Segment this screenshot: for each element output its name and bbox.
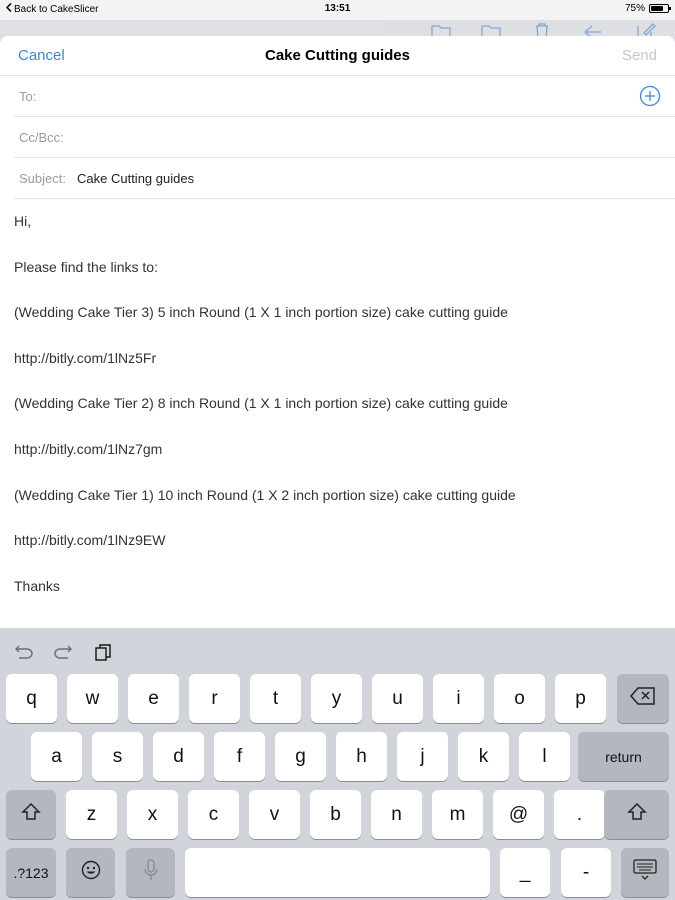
- battery-icon: [649, 4, 669, 13]
- key-r-label: r: [211, 687, 218, 709]
- key-y-label: y: [331, 687, 342, 709]
- add-contact-icon[interactable]: [639, 85, 661, 107]
- microphone-icon: [144, 859, 158, 887]
- key-s-label: s: [112, 745, 123, 767]
- compose-title: Cake Cutting guides: [264, 47, 410, 64]
- subject-label: Subject:: [19, 171, 66, 186]
- key-a[interactable]: [31, 732, 82, 781]
- key-b-label: b: [330, 803, 341, 825]
- key-a-label: a: [51, 745, 62, 767]
- subject-value[interactable]: Cake Cutting guides: [77, 171, 195, 186]
- shift-key-right[interactable]: [604, 790, 669, 839]
- key-d-label: d: [173, 745, 184, 767]
- message-body[interactable]: [0, 199, 675, 623]
- body-link[interactable]: http://bitly.com/1lNz7gm: [14, 440, 163, 457]
- return-key-label: return: [605, 748, 642, 765]
- body-line: (Wedding Cake Tier 3) 5 inch Round (1 X 1 inch portion size) cake cutting guide: [14, 304, 508, 321]
- key-e[interactable]: [128, 674, 179, 723]
- body-link[interactable]: http://bitly.com/1lNz9EW: [14, 532, 166, 549]
- redo-icon[interactable]: [53, 643, 73, 659]
- key-f[interactable]: [214, 732, 265, 781]
- key-k-label: k: [478, 745, 489, 767]
- cancel-button[interactable]: Cancel: [18, 47, 65, 64]
- back-label: Back to CakeSlicer: [14, 3, 99, 15]
- key-period[interactable]: [554, 790, 605, 839]
- key-underscore[interactable]: [500, 848, 550, 897]
- key-b[interactable]: [310, 790, 361, 839]
- key-j-label: j: [420, 745, 425, 767]
- to-field[interactable]: [14, 76, 675, 117]
- key-p-label: p: [575, 687, 586, 709]
- key-f-label: f: [236, 745, 243, 767]
- shift-icon: [627, 802, 647, 828]
- compose-nav-bar: [0, 36, 675, 76]
- cc-bcc-field[interactable]: [14, 117, 675, 158]
- key-dash-label: -: [582, 861, 590, 883]
- key-c[interactable]: [188, 790, 239, 839]
- key-l-label: l: [542, 745, 547, 767]
- keyboard: [0, 628, 675, 900]
- undo-icon[interactable]: [14, 643, 34, 659]
- key-w[interactable]: [67, 674, 118, 723]
- key-x-label: x: [147, 803, 158, 825]
- battery-percent: 75%: [624, 3, 645, 14]
- key-n[interactable]: [371, 790, 422, 839]
- numbers-key[interactable]: [6, 848, 56, 897]
- key-d[interactable]: [153, 732, 204, 781]
- shift-icon: [21, 802, 41, 828]
- body-line: Thanks: [14, 577, 60, 594]
- key-period-label: .: [576, 803, 583, 825]
- key-q-label: q: [26, 687, 37, 709]
- to-label: To:: [19, 89, 37, 104]
- key-t-label: t: [272, 687, 279, 709]
- send-button[interactable]: Send: [621, 47, 657, 64]
- key-z-label: z: [86, 803, 97, 825]
- body-link[interactable]: http://bitly.com/1lNz5Fr: [14, 349, 157, 366]
- key-o-label: o: [514, 687, 525, 709]
- hide-keyboard-key[interactable]: [621, 848, 669, 897]
- emoji-icon: [81, 860, 101, 886]
- key-p[interactable]: [555, 674, 606, 723]
- key-h[interactable]: [336, 732, 387, 781]
- key-n-label: n: [391, 803, 402, 825]
- key-h-label: h: [356, 745, 367, 767]
- key-y[interactable]: [311, 674, 362, 723]
- status-bar: [0, 0, 675, 20]
- key-dash[interactable]: [561, 848, 611, 897]
- key-i-label: i: [456, 687, 461, 709]
- key-r[interactable]: [189, 674, 240, 723]
- delete-key[interactable]: [617, 674, 669, 723]
- key-c-label: c: [208, 803, 219, 825]
- key-underscore-label: _: [519, 861, 531, 883]
- compose-sheet: [0, 36, 675, 628]
- key-z[interactable]: [66, 790, 117, 839]
- body-line: Hi,: [14, 213, 32, 229]
- key-at[interactable]: [493, 790, 544, 839]
- key-t[interactable]: [250, 674, 301, 723]
- shift-key-left[interactable]: [6, 790, 56, 839]
- status-time: 13:51: [324, 3, 351, 14]
- key-u-label: u: [392, 687, 403, 709]
- space-bar[interactable]: [185, 848, 490, 897]
- body-line: (Wedding Cake Tier 1) 10 inch Round (1 X 2 inch portion size) cake cutting guide: [14, 486, 516, 503]
- keyboard-dismiss-icon: [633, 859, 657, 887]
- key-s[interactable]: [92, 732, 143, 781]
- keyboard-shortcut-bar: [0, 628, 675, 673]
- key-q[interactable]: [6, 674, 57, 723]
- key-m-label: m: [449, 803, 466, 825]
- key-w-label: w: [85, 687, 100, 709]
- emoji-key[interactable]: [66, 848, 115, 897]
- paste-icon[interactable]: [94, 643, 112, 661]
- key-k[interactable]: [458, 732, 509, 781]
- dictation-key[interactable]: [126, 848, 175, 897]
- delete-icon: [630, 687, 656, 711]
- key-x[interactable]: [127, 790, 178, 839]
- return-key[interactable]: [578, 732, 669, 781]
- numbers-key-label: .?123: [13, 864, 49, 881]
- key-v-label: v: [269, 803, 280, 825]
- key-g[interactable]: [275, 732, 326, 781]
- key-o[interactable]: [494, 674, 545, 723]
- key-at-label: @: [508, 803, 529, 825]
- key-i[interactable]: [433, 674, 484, 723]
- key-l[interactable]: [519, 732, 570, 781]
- key-g-label: g: [295, 745, 306, 767]
- key-m[interactable]: [432, 790, 483, 839]
- key-j[interactable]: [397, 732, 448, 781]
- key-e-label: e: [148, 687, 159, 709]
- battery-indicator: [625, 3, 669, 14]
- key-u[interactable]: [372, 674, 423, 723]
- cc-bcc-label: Cc/Bcc:: [19, 130, 64, 145]
- body-line: Please find the links to:: [14, 258, 158, 275]
- key-v[interactable]: [249, 790, 300, 839]
- body-line: (Wedding Cake Tier 2) 8 inch Round (1 X 1 inch portion size) cake cutting guide: [14, 395, 508, 412]
- subject-field[interactable]: [14, 158, 675, 199]
